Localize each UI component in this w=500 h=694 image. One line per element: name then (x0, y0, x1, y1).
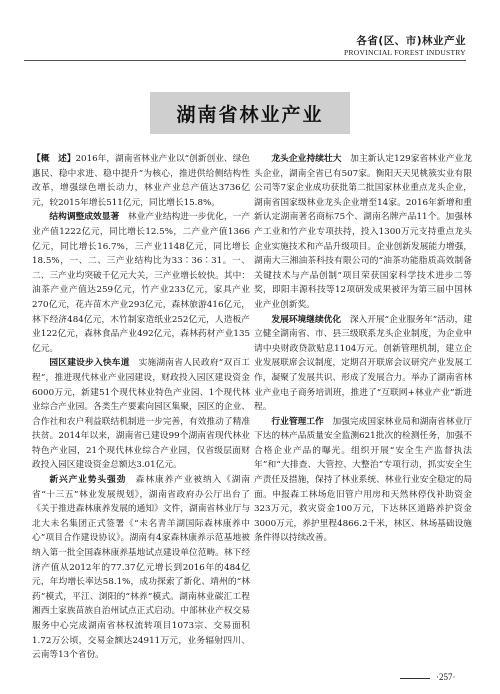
section-text: 深入开展“企业服务年”活动，建立健全湖南省、市、县三级联系龙头企业制度，为企业申请中央财政贷款贴息1104万元。创新管理机制，建立企业发展联席会议制度，定期召开联席会议研究产业发展工作，凝聚了发展共识、形成了发展合力。举办了湖南省林业产业电子商务培训班，推进了“互联网+林业产业”新进程。 (254, 314, 473, 413)
abstract-text: 2016年，湖南省林业产业以“创新创业、绿色惠民、稳中求进、稳中提升”为核心，推进供给侧结构性改革，增强绿色增长动力，林业产业总产值达3736亿元，较2015年增长511亿元，同比增长15.8%。 (32, 154, 250, 208)
page-number: ·257· (436, 672, 456, 682)
section-paragraph (254, 415, 472, 546)
article-title: 湖南省林业产业 (176, 103, 324, 126)
abstract-paragraph (32, 152, 250, 210)
section-paragraph (254, 313, 472, 415)
section-heading: 龙头企业持续壮大 (271, 154, 342, 164)
header-title: 各省(区、市)林业产业 (356, 35, 466, 47)
header-rule (24, 60, 466, 61)
section-heading: 园区建设步入快车道 (49, 358, 130, 369)
right-column (254, 152, 472, 546)
section-heading: 发展环境继续优化 (271, 314, 342, 325)
section-text: 林业产业结构进一步优化，一产业产值1222亿元，同比增长12.5%，二产业产值1366亿元，同比增长16.7%，三产业1148亿元，同比增长18.5%，一、二、三产业结构比为33∶36∶31。一、二、三产业均突破千亿元大关，三产业增长较快。其中：油茶产业产值达259亿元，竹产业233亿元，家具产业270亿元，花卉苗木产业293亿元，森林旅游416亿元，林下经济484亿元，木竹制家造纸业252亿元，人造板产业122亿元，森林食品产业492亿元，森林药材产业135亿元。 (32, 212, 251, 354)
section-heading: 行业管理工作 (271, 416, 324, 427)
section-text: 实施湖南省人民政府“双百工程”，推进现代林业产业园建设，财政投入园区建设资金6000万元，新建51个现代林业特色产业园、1个现代林业综合产业园。各类生产要素向园区集聚，园区的企业、合作社和农户利益联结机制进一步完善，有效推动了精准扶贫。2014年以来，湖南省已建设99个湖南省现代林业特色产业园，21个现代林业综合产业园，仅省级层面财政投入园区建设资金总额达3.01亿元。 (32, 358, 250, 471)
abstract-label: 【概 述】 (32, 154, 76, 164)
section-heading: 结构调整成效显著 (49, 212, 120, 223)
section-text: 加主新认定129家省林业产业龙头企业，湖南全省已有507家。衡阳天天见桃簇实业有限公司等7家企业成功获批第二批国家林业重点龙头企业，湖南省国家级林业龙头企业增至14家。2016年新增和重新认定湖南著名商标75个、湖南名牌产品11个。加强林产工业和竹产业专项扶持，投入1300万元支持重点龙头企业实施技术和产品升级项目。企业创新发展能力增强，湖南大三湘油茶科技有限公司的“油茶功能脂质高效制备关键技术与产品创制”项目荣获国家科学技术进步二等奖，即阳丰源科技等12项研发成果被评为第三届中国林业产业创新奖。 (254, 154, 472, 310)
article-title-banner (150, 92, 350, 134)
section-paragraph (254, 152, 472, 313)
folio-rule (400, 678, 430, 679)
section-paragraph (32, 356, 250, 473)
section-paragraph (32, 210, 250, 356)
section-heading: 新兴产业势头强劲 (49, 475, 127, 486)
left-column (32, 152, 250, 663)
header-subtitle: PROVINCIAL FOREST INDUSTRY (344, 48, 466, 57)
section-text: 森林康养产业被纳入《湖南省“十三五”林业发展规划》，湖南省政府办公厅出台了《关于推进森林康养发展的通知》文件，湖南省林业厅与北大未名集团正式签署《“未名青羊湖国际森林康养中心”项目合作建设协议》。湖南有4家森林康养示范基地被纳入第一批全国森林康养基地试点建设单位范畴。林下经济产值从2012年的77.37亿元增长到2016年的484亿元，年均增长率达58.1%，成功探索了新化、靖州的“林药”模式，平江、浏阳的“林养”模式。湖南林业碳汇工程湘西土家族苗族自治州试点正式启动。中部林业产权交易服务中心完成湖南省林权流转项目1073宗、交易面积1.72万公顷，交易金额达24911万元，业务辐射四川、云南等13个省份。 (32, 475, 251, 661)
section-paragraph (32, 473, 250, 663)
running-header (0, 0, 500, 62)
section-text: 加强完成国家林业局和湖南省林业厅下达的林产品质量安全监测621批次的检测任务，加强不合格企业产品的曝光。组织开展“安全生产监督执法年”和“大排查、大管控、大整治”专项行动，抓实安全生产责任及措施，保持了林业系统、林业行业安全稳定的局面。申报森工林场危旧管户用房和天然林停伐补助资金323万元，救灾资金100万元，下达林区道路养护资金3000万元，养护里程4866.2千米，林区、林场基础设施条件得以持续改善。 (254, 416, 473, 544)
